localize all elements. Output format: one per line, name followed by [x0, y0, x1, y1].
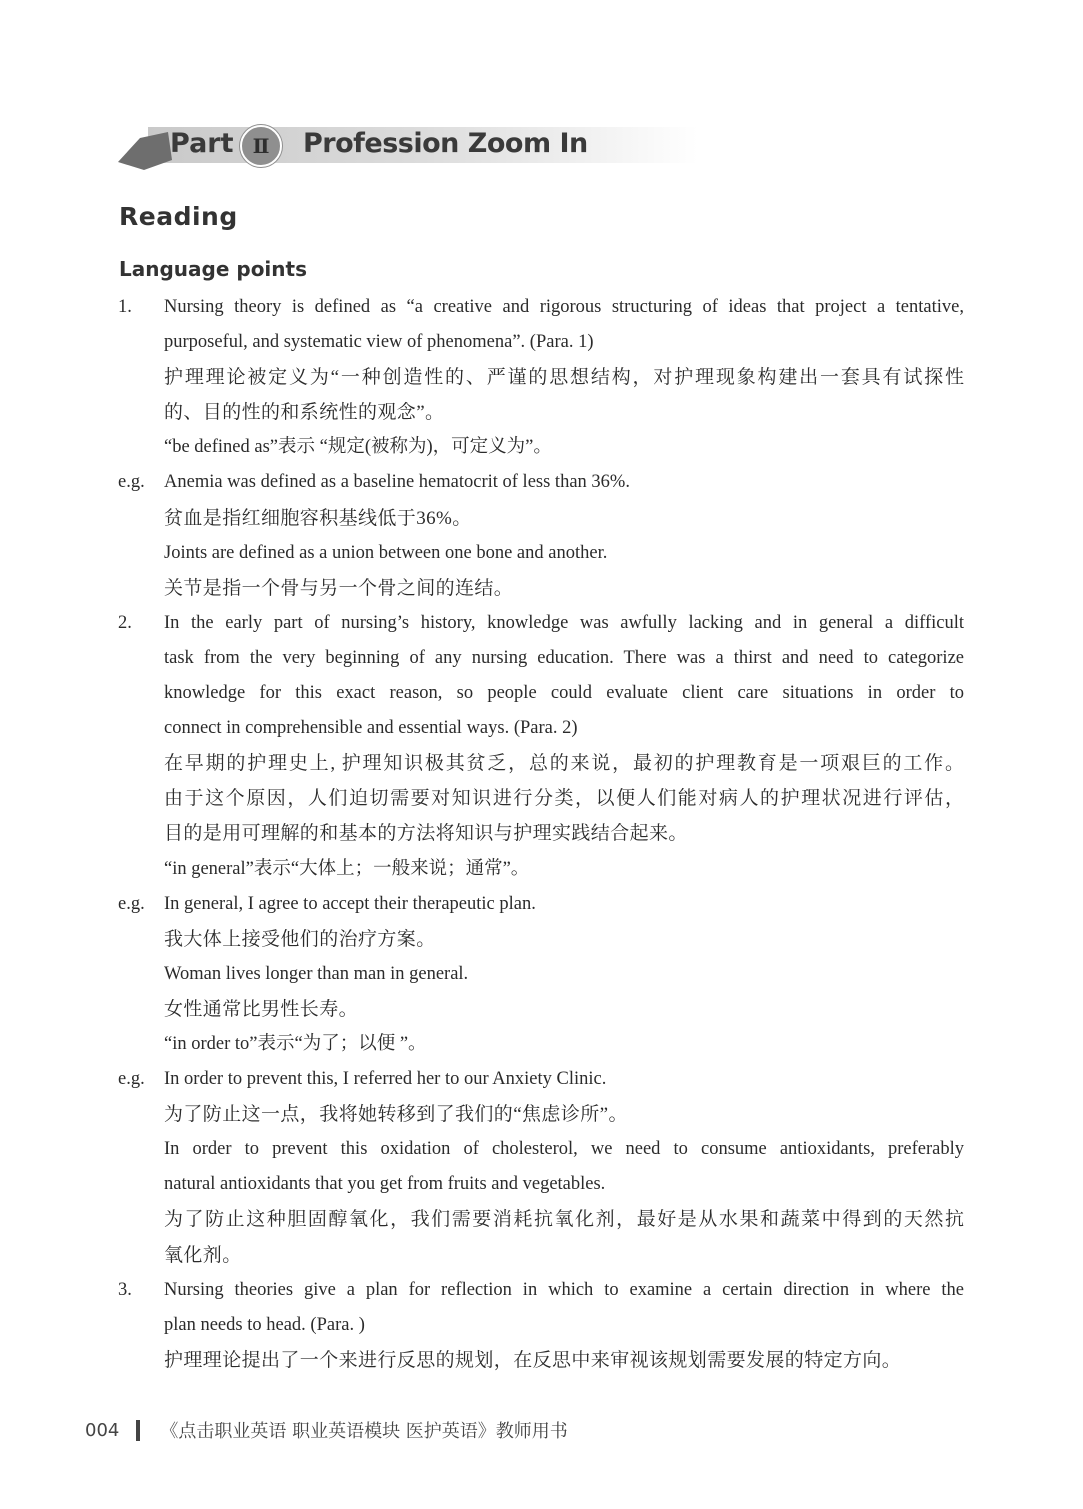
text-line [118, 1062, 964, 1097]
line-text: 由于这个原因，人们迫切需要对知识进行分类，以便人们能对病人的护理状况进行评估， [164, 788, 964, 810]
line-text: 在早期的护理史上, 护理知识极其贫乏，总的来说，最初的护理教育是一项艰巨的工作。 [164, 753, 964, 775]
line-text: Anemia was defined as a baseline hematocrit of less than 36%. [164, 472, 630, 493]
line-text: “be defined as”表示 “规定(被称为)，可定义为”。 [164, 437, 552, 458]
line-text: Joints are defined as a union between one bone and another. [164, 542, 608, 563]
line-marker: e.g. [118, 893, 145, 914]
text-line [118, 360, 964, 395]
line-text: 氧化剂。 [164, 1244, 242, 1266]
text-line [118, 1238, 964, 1273]
text-line [118, 816, 964, 851]
text-line [118, 1097, 964, 1132]
text-line [118, 430, 964, 465]
line-text: 护理理论提出了一个来进行反思的规划，在反思中来审视该规划需要发展的特定方向。 [164, 1349, 902, 1371]
book-title: 《点击职业英语 职业英语模块 医护英语》教师用书 [160, 1421, 568, 1442]
line-text: 的、目的性的和系统性的观念”。 [164, 402, 445, 424]
text-line [118, 1202, 964, 1237]
text-line [118, 571, 964, 606]
line-text: plan needs to head. (Para. ) [164, 1314, 365, 1335]
line-marker: 2. [118, 612, 132, 633]
line-text: 我大体上接受他们的治疗方案。 [164, 928, 436, 950]
part-title: Profession Zoom In [303, 128, 588, 159]
text-line [118, 676, 964, 711]
line-text: 目的是用可理解的和基本的方法将知识与护理实践结合起来。 [164, 823, 688, 845]
text-line [118, 922, 964, 957]
part-numeral-badge: Ⅱ [240, 125, 282, 167]
text-line [118, 536, 964, 571]
line-text: knowledge for this exact reason, so people could evaluate client care situations in order to [164, 683, 964, 704]
line-text: Nursing theory is defined as “a creative and rigorous structuring of ideas that project a tentative, [164, 297, 964, 317]
text-line [118, 325, 964, 360]
text-line [118, 1167, 964, 1202]
part-banner [118, 124, 698, 172]
text-line [118, 1027, 964, 1062]
footer-divider [136, 1420, 140, 1441]
line-text: In general, I agree to accept their therapeutic plan. [164, 893, 536, 914]
text-line [118, 290, 964, 325]
line-text: Woman lives longer than man in general. [164, 963, 469, 984]
text-line [118, 852, 964, 887]
line-text: In the early part of nursing’s history, knowledge was awfully lacking and in general a difficult [164, 612, 964, 633]
page-number: 004 [85, 1419, 120, 1441]
text-line [118, 1273, 964, 1308]
sub-heading: Language points [119, 257, 307, 281]
text-line [118, 501, 964, 536]
text-line [118, 711, 964, 746]
line-marker: e.g. [118, 472, 145, 493]
line-text: 贫血是指红细胞容积基线低于36%。 [164, 507, 472, 529]
text-line [118, 641, 964, 676]
line-text: “in general”表示“大体上；一般来说；通常”。 [164, 858, 530, 879]
text-line [118, 957, 964, 992]
page-footer [85, 1417, 568, 1443]
line-text: In order to prevent this oxidation of cholesterol, we need to consume antioxidants, preferably [164, 1139, 964, 1160]
line-text: natural antioxidants that you get from fruits and vegetables. [164, 1174, 606, 1195]
line-text: 女性通常比男性长寿。 [164, 998, 359, 1020]
line-text: 护理理论被定义为“一种创造性的、严谨的思想结构，对护理现象构建出一套具有试探性 [164, 367, 964, 389]
line-text: 为了防止这种胆固醇氧化，我们需要消耗抗氧化剂，最好是从水果和蔬菜中得到的天然抗 [164, 1209, 964, 1231]
line-marker: 3. [118, 1279, 132, 1300]
text-line [118, 887, 964, 922]
line-text: In order to prevent this, I referred her to our Anxiety Clinic. [164, 1069, 607, 1090]
text-line [118, 606, 964, 641]
text-line [118, 781, 964, 816]
line-marker: e.g. [118, 1069, 145, 1090]
line-text: 关节是指一个骨与另一个骨之间的连结。 [164, 577, 514, 599]
line-text: connect in comprehensible and essential ways. (Para. 2) [164, 718, 578, 739]
line-text: task from the very beginning of any nursing education. There was a thirst and need to categorize [164, 647, 964, 668]
text-line [118, 1308, 964, 1343]
text-line [118, 992, 964, 1027]
text-line [118, 395, 964, 430]
section-heading: Reading [119, 202, 238, 231]
part-label: Part [170, 128, 234, 159]
line-text: Nursing theories give a plan for reflection in which to examine a certain direction in where the [164, 1279, 964, 1300]
text-line [118, 465, 964, 500]
text-line [118, 1343, 964, 1378]
language-points-body [118, 290, 964, 1378]
line-text: “in order to”表示“为了；以便 ”。 [164, 1033, 427, 1054]
text-line [118, 746, 964, 781]
line-text: 为了防止这一点，我将她转移到了我们的“焦虑诊所”。 [164, 1104, 628, 1126]
line-marker: 1. [118, 297, 132, 317]
line-text: purposeful, and systematic view of phenomena”. (Para. 1) [164, 332, 594, 353]
text-line [118, 1132, 964, 1167]
